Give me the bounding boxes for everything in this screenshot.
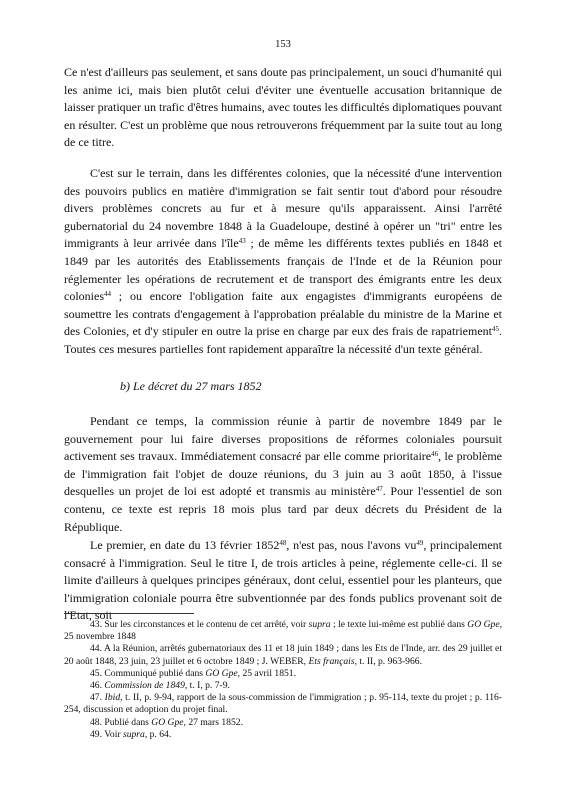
page-number: 153: [275, 39, 291, 50]
footnote-45: [64, 668, 502, 680]
footnote-43-text-c: , 25 novembre 1848: [64, 619, 502, 643]
footnote-43-italic-1: supra: [308, 619, 331, 630]
footnote-49-italic-1: supra: [122, 728, 145, 740]
paragraph-3: [64, 413, 502, 536]
footnote-48-text-a: 48. Publié dans: [90, 716, 152, 728]
footnote-47-text-b: , t. II, p. 9-94, rapport de la sous-commission de l'immigration ; p. 95-114, texte du projet ; p. 116-254, discussion et adoption du projet final.: [64, 692, 502, 716]
footnote-ref-45[interactable]: 45: [492, 325, 499, 334]
paragraph-3-text-c: . Pour l'essentiel de son contenu, ce texte est repris 18 mois plus tard par deux décrets du Président de la République.: [64, 484, 503, 534]
footnote-44-text-b: , t. II, p. 963-966.: [354, 655, 422, 667]
footnote-46-italic-1: Commission de 1849: [104, 680, 185, 692]
footnote-49: [64, 729, 502, 741]
footnote-47-text-a: 47.: [90, 692, 105, 704]
section-heading: b) Le décret du 27 mars 1852: [120, 379, 262, 393]
footnote-45-text-a: 45. Communiqué publié dans: [90, 667, 206, 679]
footnote-43-italic-2: GO Gpe: [467, 619, 500, 630]
footnote-separator: [64, 613, 194, 614]
footnote-ref-44[interactable]: 44: [104, 290, 111, 299]
footnote-48: [64, 717, 502, 729]
footnote-ref-43[interactable]: 43: [238, 237, 246, 246]
paragraph-4-text-c: , principalement consacré à l'immigration. Seul le titre I, de trois articles à peine, réglemente celle-ci. Il se limite d'ailleurs à quelques principes généraux, dont celui, essentiel pour les planteurs, que l'immigration coloniale pourra être subventionnée par des fonds publics provenant soit de l'Etat, soit: [64, 538, 502, 623]
footnote-48-text-b: , 27 mars 1852.: [183, 716, 243, 728]
footnote-46-text-a: 46.: [90, 680, 105, 692]
footnote-48-italic-1: GO Gpe: [151, 716, 184, 728]
footnote-45-text-b: , 25 avril 1851.: [237, 667, 296, 679]
footnote-49-text-a: 49. Voir: [90, 728, 123, 740]
footnotes: [64, 619, 502, 741]
footnote-ref-47[interactable]: 47: [375, 485, 383, 494]
footnote-43-text-b: ; le texte lui-même est publié dans: [330, 619, 468, 630]
paragraph-2-text-d: . Toutes ces mesures partielles font rapidement apparaître la nécessité d'un texte général.: [64, 324, 502, 356]
paragraph-4-text-a: Le premier, en date du 13 février 1852: [90, 538, 280, 552]
footnote-45-italic-1: GO Gpe: [205, 667, 238, 679]
paragraph-3-text-a: Pendant ce temps, la commission réunie à partir de novembre 1849 par le gouvernement pour lui faire diverses propositions de réformes coloniales poursuit activement ses travaux. Immédiatement consacré par elle comme prioritaire: [64, 414, 502, 464]
footnote-47: [64, 692, 502, 716]
paragraph-4-text-b: , n'est pas, nous l'avons vu: [286, 538, 417, 552]
paragraph-2-text-c: ; ou encore l'obligation faite aux engagistes d'immigrants européens de soumettre les contrats d'engagement à l'approbation préalable du ministre de la Marine et des Colonies, et d'y stipuler en outre la prise en charge par eux des frais de rapatriement: [64, 289, 502, 339]
footnote-ref-49[interactable]: 49: [416, 539, 424, 547]
footnote-43-text-a: 43. Sur les circonstances et le contenu de cet arrêté, voir: [90, 619, 309, 630]
paragraph-4: [64, 537, 502, 625]
footnote-44-italic-1: Ets français: [308, 655, 355, 667]
footnote-44: [64, 643, 502, 667]
footnote-ref-46[interactable]: 46: [431, 450, 439, 459]
footnote-46: [64, 680, 502, 692]
footnote-49-text-b: , p. 64.: [144, 728, 172, 740]
footnote-43: [64, 619, 502, 643]
footnote-47-italic-1: Ibid: [104, 692, 121, 704]
paragraph-2-text-b: ; de même les différents textes publiés en 1848 et 1849 par les autorités des Etablissements français de l'Inde et de la Réunion pour réglementer les opérations de recrutement et de transport des émigrants entre les deux colonies: [64, 236, 502, 304]
footnote-ref-48[interactable]: 48: [279, 539, 287, 547]
paragraph-2-text-a: C'est sur le terrain, dans les différentes colonies, que la nécessité d'une intervention des pouvoirs publics en matière d'immigration se fait sentir tout d'abord pour résoudre divers problèmes concrets au fur et à mesure qu'ils apparaissent. Ainsi l'arrêté gubernatorial du 24 novembre 1848 à la Guadeloupe, destiné à opérer un "tri" entre les immigrants à leur arrivée dans l'île: [64, 166, 502, 251]
paragraph-3-text-b: , le problème de l'immigration fait l'objet de douze réunions, du 3 juin au 3 août 1850, à l'issue desquelles un projet de loi est adopté et transmis au ministère: [64, 449, 502, 499]
paragraph-2: [64, 165, 502, 359]
paragraph-1-text: Ce n'est d'ailleurs pas seulement, et sans doute pas principalement, un souci d'humanité qui les anime ici, mais bien plutôt celui d'éviter une éventuelle accusation britannique de laisser pratiquer un trafic d'êtres humains, avec toutes les difficultés diplomatiques pouvant en résulter. C'est un problème que nous retrouverons fréquemment par la suite tout au long de ce titre.: [64, 65, 502, 150]
paragraph-1: [64, 64, 502, 152]
footnote-46-text-b: , t. I, p. 7-9.: [184, 680, 230, 692]
footnote-44-text-a: 44. A la Réunion, arrêtés gubernatoriaux des 11 et 18 juin 1849 ; dans les Ets de l'Inde, arr. des 29 juillet et 20 août 1848, 23 juin, 23 juillet et 6 octobre 1849 ; J. WEBER,: [64, 643, 502, 667]
